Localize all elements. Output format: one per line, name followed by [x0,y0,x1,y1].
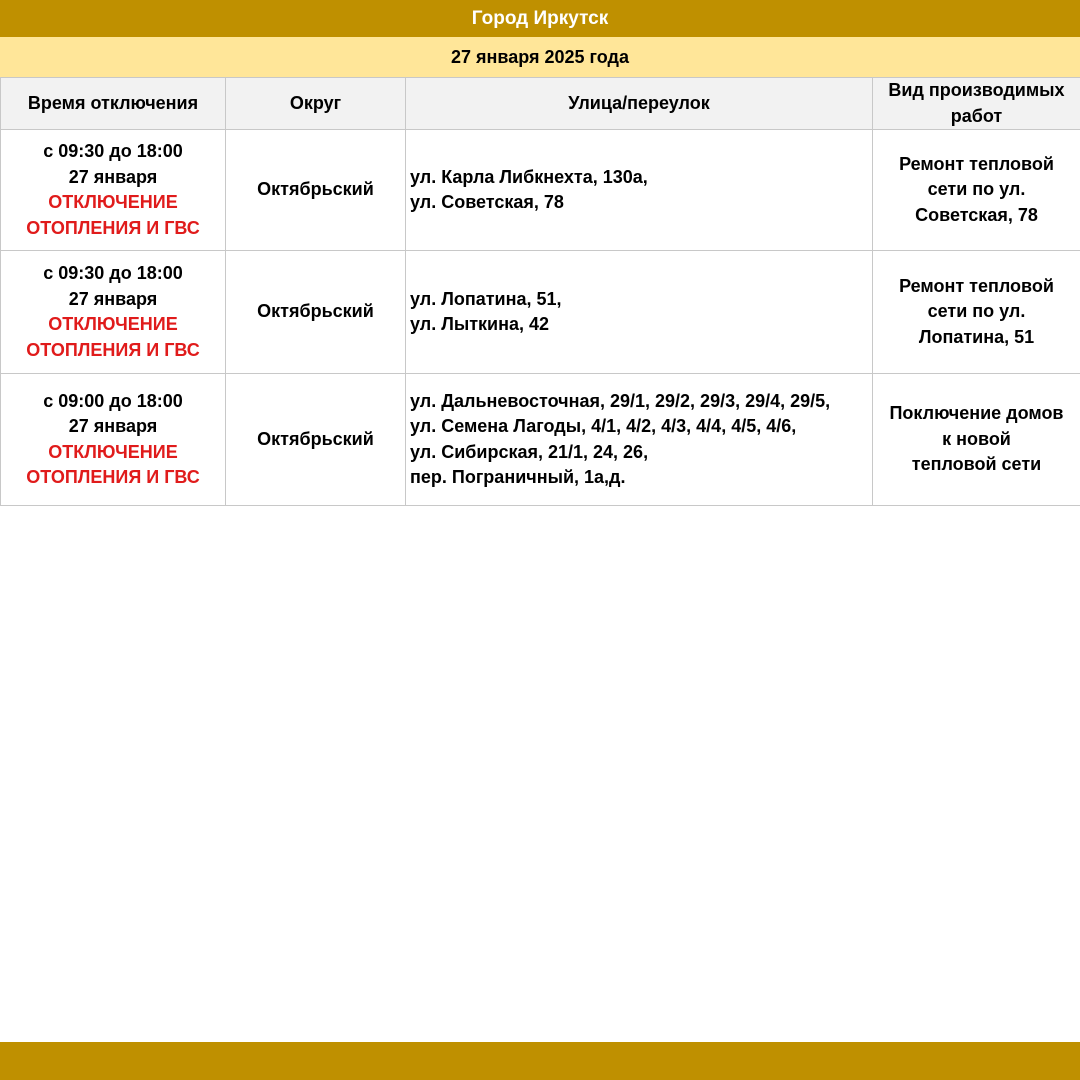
outage-warning: ОТОПЛЕНИЯ И ГВС [26,467,200,487]
work-line: Ремонт тепловой [899,275,1054,296]
outage-table [0,77,1080,506]
header-street: Улица/переулок [406,78,873,130]
time-range: с 09:30 до 18:00 [43,263,183,283]
outage-date: 27 января [68,288,158,309]
header-work-line: Вид производимых [888,80,1065,100]
work-line: сети по ул. [927,301,1026,322]
street-line: ул. Сибирская, 21/1, 24, 26, [410,441,649,462]
table-row [1,374,1080,506]
work-line: Лопатина, 51 [918,326,1035,347]
work-line: к новой [942,428,1011,449]
street-line: ул. Карла Либкнехта, 130а, [410,166,648,187]
street-cell [406,374,873,506]
date-bar [0,37,1080,77]
street-line: ул. Дальневосточная, 29/1, 29/2, 29/3, 29/4, 29/5, [410,390,831,411]
outage-warning: ОТКЛЮЧЕНИЕ [48,192,178,212]
work-line: Советская, 78 [915,204,1038,225]
work-cell [873,374,1080,506]
outage-date: 27 января [68,416,158,436]
outage-date: 27 января [68,166,158,187]
work-cell [873,130,1080,251]
header-district: Округ [226,78,406,130]
city-title: Город Иркутск [471,7,609,29]
table-header-row [1,78,1080,130]
time-cell [1,251,226,374]
table-row [1,130,1080,251]
outage-warning: ОТОПЛЕНИЯ И ГВС [26,217,200,238]
header-work-line: работ [950,105,1003,126]
table-row [1,251,1080,374]
time-cell [1,130,226,251]
outage-warning: ОТКЛЮЧЕНИЕ [48,441,178,462]
work-line: сети по ул. [927,179,1026,200]
work-line: тепловой сети [911,454,1042,475]
work-line: Ремонт тепловой [899,153,1054,174]
outage-warning: ОТКЛЮЧЕНИЕ [48,314,178,334]
street-line: пер. Пограничный, 1а,д. [410,467,626,487]
work-line: Поключение домов [889,403,1064,424]
street-line: ул. Семена Лагоды, 4/1, 4/2, 4/3, 4/4, 4/5, 4/6, [410,416,797,436]
street-line: ул. Советская, 78 [410,192,564,212]
time-cell [1,374,226,506]
time-range: с 09:30 до 18:00 [43,141,183,161]
time-range: с 09:00 до 18:00 [43,390,183,411]
city-title-bar [0,0,1080,37]
street-line: ул. Лопатина, 51, [410,288,562,309]
header-time: Время отключения [1,78,226,130]
district-cell: Октябрьский [226,374,406,506]
street-line: ул. Лыткина, 42 [410,314,550,334]
footer-bar [0,1042,1080,1080]
district-cell: Октябрьский [226,130,406,251]
street-cell [406,251,873,374]
district-cell: Октябрьский [226,251,406,374]
header-work [873,78,1080,130]
outage-warning: ОТОПЛЕНИЯ И ГВС [26,339,200,360]
notice-date: 27 января 2025 года [451,46,629,67]
work-cell [873,251,1080,374]
street-cell [406,130,873,251]
